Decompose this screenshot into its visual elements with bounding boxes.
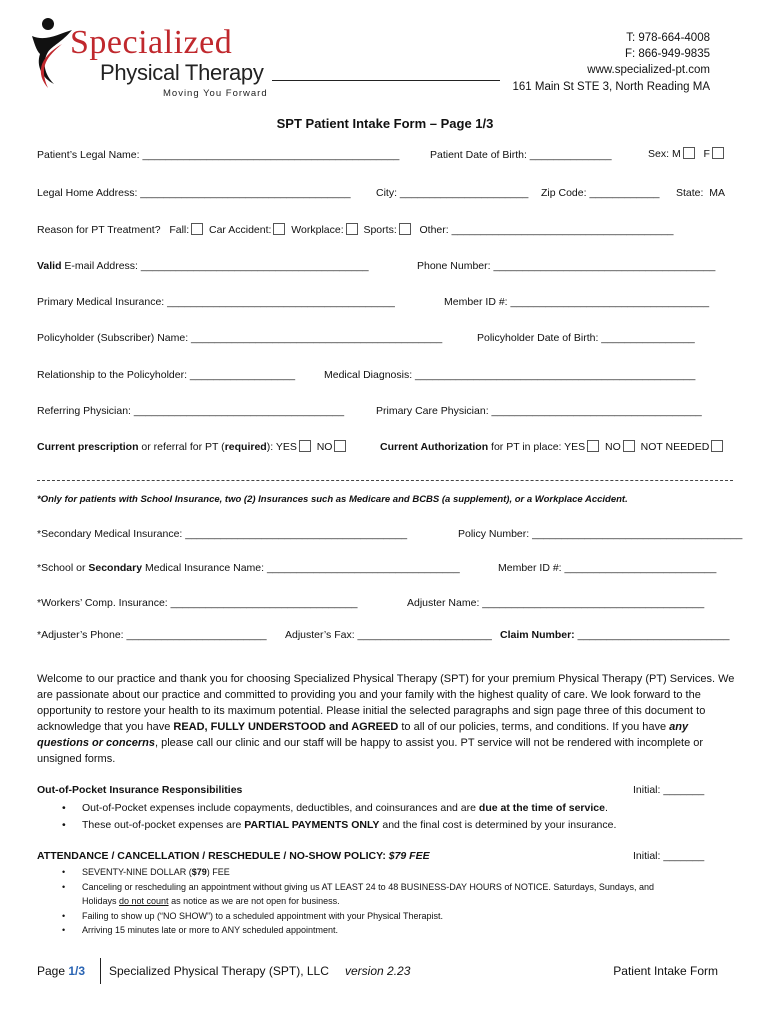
list-item: • Arriving 15 minutes late or more to ANY scheduled appointment. [62,923,654,938]
phone-field[interactable]: Phone Number: ______________________________________ [417,260,716,272]
authorization-row [380,440,723,453]
welcome-paragraph [37,671,737,767]
att-b1-end: ) FEE [206,867,230,877]
reason-other-field[interactable]: Other: ______________________________________ [419,224,674,236]
city-field[interactable]: City: ______________________ [376,187,529,199]
oop-b2-end: and the final cost is determined by your insurance. [379,819,617,831]
att-b2-line2: Holidays [82,896,120,906]
school-label: *School or [37,562,89,574]
sex-f-label: F [703,148,710,160]
oop-b2-text: These out-of-pocket expenses are [82,819,245,831]
reason-sports-label: Sports: [363,224,397,236]
footer-form-name: Patient Intake Form [613,964,718,978]
claim-label: Claim Number: [500,629,575,641]
school-rest-label: Medical Insurance Name: _________________________________ [142,562,460,574]
contact-fax: F: 866-949-9835 [624,48,710,60]
workers-comp-field[interactable]: *Workers’ Comp. Insurance: ________________________________ [37,597,358,609]
rx-no-checkbox[interactable] [334,440,346,452]
logo-name-line1: Specialized [70,24,233,61]
logo-tagline: Moving You Forward [163,88,268,99]
oop-list [62,800,616,834]
footer-page [37,964,85,978]
welcome-text-1: Welcome to our practice and thank you for choosing Specialized Physical Therapy (SPT) for your premium Physical Therapy (PT) Services. We are passionate about our practice and committed to providing you and your family with the highest quality of care. We look forward to the opportunity to restore your health to its maximum potential. Please initial the selected paragraphs and sign page three of this document to acknowledge that you have [37,673,735,733]
auth-no-checkbox[interactable] [623,440,635,452]
attendance-heading-text: ATTENDANCE / CANCELLATION / RESCHEDULE / NO-SHOW POLICY: [37,850,389,862]
list-item: • Failing to show up (“NO SHOW”) to a scheduled appointment with your Physical Therapist. [62,909,654,924]
reason-fall-label: Fall: [169,224,190,236]
rx-bold-label: Current prescription [37,441,139,453]
oop-b1-text: Out-of-Pocket expenses include copayments, deductibles, and coinsurances and are [82,802,479,814]
email-label: E-mail Address: _______________________________________ [61,260,369,272]
policyholder-field[interactable]: Policyholder (Subscriber) Name: ___________________________________________ [37,332,443,344]
att-b2-text: Canceling or rescheduling an appointment without giving us AT LEAST 24 to 48 BUSINESS-DAY HOURS of NOTICE. Saturdays, Sundays, and [82,881,654,892]
footer-page-label: Page [37,964,69,978]
page-title: SPT Patient Intake Form – Page 1/3 [276,116,494,131]
auth-not-needed-checkbox[interactable] [711,440,723,452]
sex-label: Sex: [648,148,670,160]
rx-yes-checkbox[interactable] [299,440,311,452]
school-bold-label: Secondary [88,562,143,574]
att-b1-bold: $79 [191,867,207,877]
logo-rule [272,80,500,81]
footer-separator [100,958,101,984]
sex-field [648,147,724,160]
sex-f-checkbox[interactable] [712,147,724,159]
reason-row [37,223,674,236]
primary-care-field[interactable]: Primary Care Physician: ____________________________________ [376,405,702,417]
reason-label: Reason for PT Treatment? [37,224,161,236]
contact-phone: T: 978-664-4008 [626,32,710,44]
footer-practice: Specialized Physical Therapy (SPT), LLC [109,964,329,978]
relationship-field[interactable]: Relationship to the Policyholder: __________________ [37,369,296,381]
dob-field[interactable]: Patient Date of Birth: ______________ [430,149,612,161]
prescription-row [37,440,346,453]
reason-car-checkbox[interactable] [273,223,285,235]
claim-line: __________________________ [574,629,730,641]
page-footer [37,958,734,984]
auth-yes-checkbox[interactable] [587,440,599,452]
contact-address: 161 Main St STE 3, North Reading MA [512,81,710,93]
rx-no-label: NO [316,441,333,453]
adjuster-phone-field[interactable]: *Adjuster’s Phone: ________________________ [37,629,267,641]
reason-work-label: Workplace: [291,224,344,236]
rx-yes-label: ): YES [266,441,297,453]
school-insurance-field[interactable] [37,562,460,574]
oop-b1-bold: due at the time of service [478,802,605,814]
email-field[interactable] [37,260,369,272]
reason-sports-checkbox[interactable] [399,223,411,235]
oop-heading: Out-of-Pocket Insurance Responsibilities [37,784,243,796]
secondary-note: *Only for patients with School Insurance, two (2) Insurances such as Medicare and BCBS (a supplement), or a Workplace Accident. [37,494,628,505]
att-b1-text: SEVENTY-NINE DOLLAR ( [82,867,192,877]
sex-m-checkbox[interactable] [683,147,695,159]
referring-physician-field[interactable]: Referring Physician: ____________________________________ [37,405,345,417]
state-value: MA [709,187,726,199]
diagnosis-field[interactable]: Medical Diagnosis: ________________________________________________ [324,369,696,381]
attendance-list [62,865,654,938]
sex-m-label: M [671,148,681,160]
adjuster-name-field[interactable]: Adjuster Name: ______________________________________ [407,597,705,609]
footer-version: version 2.23 [345,964,411,978]
logo-name-line2: Physical Therapy [100,60,264,85]
welcome-text-2: to all of our policies, terms, and conditions. If you have [398,721,670,733]
reason-fall-checkbox[interactable] [191,223,203,235]
attendance-heading [37,850,430,862]
adjuster-fax-field[interactable]: Adjuster’s Fax: _______________________ [285,629,492,641]
email-valid-label: Valid [37,260,62,272]
att-b2-underline: do not count [119,896,169,906]
list-item [62,865,654,880]
welcome-bold-1: READ, FULLY UNDERSTOOD and AGREED [173,721,399,733]
claim-number-field[interactable] [500,629,729,641]
list-item [62,817,616,834]
auth-yes-label: for PT in place: YES [488,441,586,453]
welcome-bold-2: any questions or concerns [37,721,689,749]
att-b2-line2-end: as notice as we are not open for business. [168,896,340,906]
footer-page-number: 1/3 [68,964,86,978]
rx-label: or referral for PT ( [138,441,225,453]
oop-initial-field[interactable]: Initial: _______ [633,784,705,796]
auth-no-label: NO [605,441,621,453]
primary-insurance-field[interactable]: Primary Medical Insurance: _______________________________________ [37,296,395,308]
oop-b2-bold: PARTIAL PAYMENTS ONLY [244,819,380,831]
policy-number-field[interactable]: Policy Number: ____________________________________ [458,528,743,540]
auth-not-needed-label: NOT NEEDED [640,441,710,453]
contact-website: www.specialized-pt.com [587,64,710,76]
secondary-insurance-field[interactable]: *Secondary Medical Insurance: ______________________________________ [37,528,408,540]
auth-bold-label: Current Authorization [380,441,489,453]
section-divider [37,480,733,481]
attendance-fee: $79 FEE [388,850,430,862]
state-field [676,187,725,199]
zip-field[interactable]: Zip Code: ____________ [541,187,660,199]
reason-work-checkbox[interactable] [346,223,358,235]
home-address-field[interactable]: Legal Home Address: ____________________________________ [37,187,351,199]
member-id2-field[interactable]: Member ID #: __________________________ [498,562,717,574]
legal-name-field[interactable]: Patient’s Legal Name: ____________________________________________ [37,149,400,161]
list-item [62,880,654,909]
spt-logo-figure [28,12,76,92]
policyholder-dob-field[interactable]: Policyholder Date of Birth: ________________ [477,332,695,344]
rx-required-label: required [224,441,267,453]
state-label: State: [676,187,704,199]
list-item [62,800,616,817]
attendance-initial-field[interactable]: Initial: _______ [633,850,705,862]
welcome-text-3: , please call our clinic and our staff will be happy to assist you. PT service will not be rendered with incomplete or unsigned forms. [37,737,704,765]
member-id-field[interactable]: Member ID #: __________________________________ [444,296,710,308]
oop-b1-end: . [604,802,608,814]
reason-car-label: Car Accident: [209,224,272,236]
